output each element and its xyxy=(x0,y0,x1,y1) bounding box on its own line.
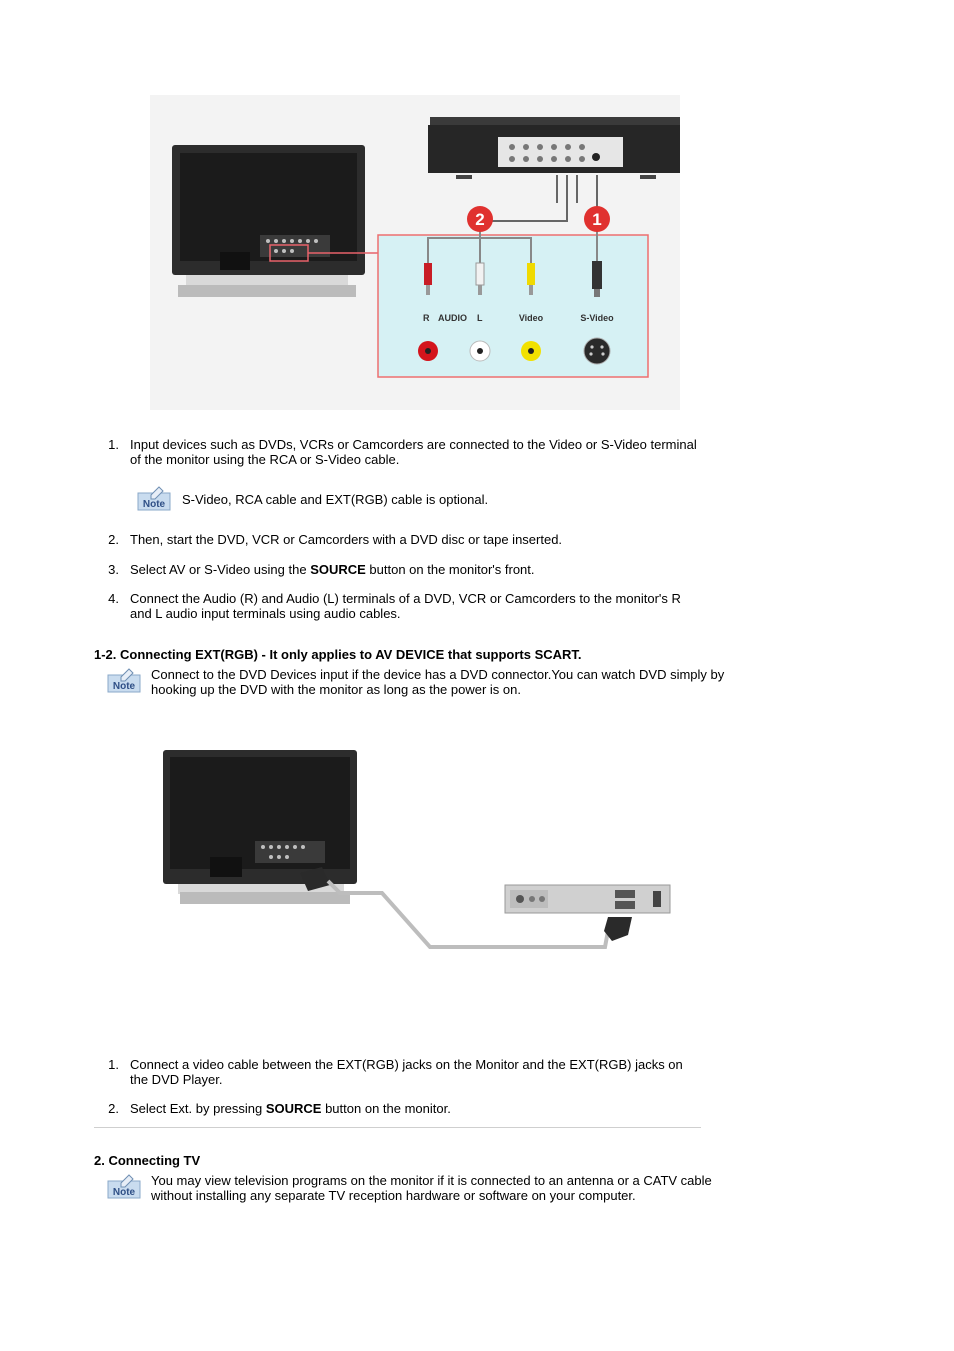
av-connection-diagram xyxy=(150,95,680,410)
note-icon xyxy=(107,1174,141,1200)
section-divider xyxy=(94,1127,701,1128)
monitor-back-illustration xyxy=(172,145,365,297)
note-ext-rgb: Connect to the DVD Devices input if the device has a DVD connector.You can watch DVD simply by hooking up the DVD with the monitor as long as the power is on. xyxy=(151,667,725,697)
section-heading-connecting-tv: 2. Connecting TV xyxy=(94,1153,201,1168)
section-heading-ext-rgb: 1-2. Connecting EXT(RGB) - It only applies to AV DEVICE that supports SCART. xyxy=(94,647,582,662)
list1-item2-text: Then, start the DVD, VCR or Camcorders with a DVD disc or tape inserted. xyxy=(130,532,563,547)
list1-item2-number: 2. xyxy=(108,532,119,547)
list2-item2-number: 2. xyxy=(108,1101,119,1116)
label-audio: AUDIO xyxy=(438,313,467,323)
list2-item1-text: Connect a video cable between the EXT(RGB) jacks on the Monitor and the EXT(RGB) jacks on the DVD Player. xyxy=(130,1057,683,1087)
note-connecting-tv: You may view television programs on the monitor if it is connected to an antenna or a CATV cable without installing any separate TV reception hardware or software on your computer. xyxy=(151,1173,712,1203)
list2-item2-text: Select Ext. by pressing SOURCE button on the monitor. xyxy=(130,1101,451,1116)
svideo-jack xyxy=(584,338,610,364)
callout-1 xyxy=(584,206,610,232)
label-l: L xyxy=(477,313,483,323)
label-r: R xyxy=(423,313,430,323)
note-icon xyxy=(137,486,171,512)
callout-2 xyxy=(467,206,493,232)
list1-item4-text: Connect the Audio (R) and Audio (L) terminals of a DVD, VCR or Camcorders to the monitor's R and L audio input terminals using audio cables. xyxy=(130,591,681,621)
svg-text:Note: Note xyxy=(112,681,136,692)
svg-text:1: 1 xyxy=(592,210,602,229)
list1-item1-number: 1. xyxy=(108,437,119,452)
dvd-player-illustration xyxy=(505,885,670,913)
svg-text:Note: Note xyxy=(112,1187,136,1198)
label-video: Video xyxy=(518,313,544,323)
svg-text:Note: Note xyxy=(142,499,166,510)
svg-text:2: 2 xyxy=(475,210,485,229)
list1-item4-number: 4. xyxy=(108,591,119,606)
note-optional-cables: S-Video, RCA cable and EXT(RGB) cable is optional. xyxy=(182,492,489,507)
list2-item1-number: 1. xyxy=(108,1057,119,1072)
list1-item3-number: 3. xyxy=(108,562,119,577)
label-svideo: S-Video xyxy=(580,313,614,323)
audio-l-jack xyxy=(470,341,490,361)
list1-item3-text: Select AV or S-Video using the SOURCE button on the monitor's front. xyxy=(130,562,535,577)
ext-rgb-connection-diagram xyxy=(160,745,675,955)
note-icon xyxy=(107,668,141,694)
video-jack xyxy=(521,341,541,361)
dvd-player-illustration xyxy=(428,117,680,179)
list1-item1-text: Input devices such as DVDs, VCRs or Camcorders are connected to the Video or S-Video terminal of the monitor using the RCA or S-Video cable. xyxy=(130,437,697,467)
audio-r-jack xyxy=(418,341,438,361)
